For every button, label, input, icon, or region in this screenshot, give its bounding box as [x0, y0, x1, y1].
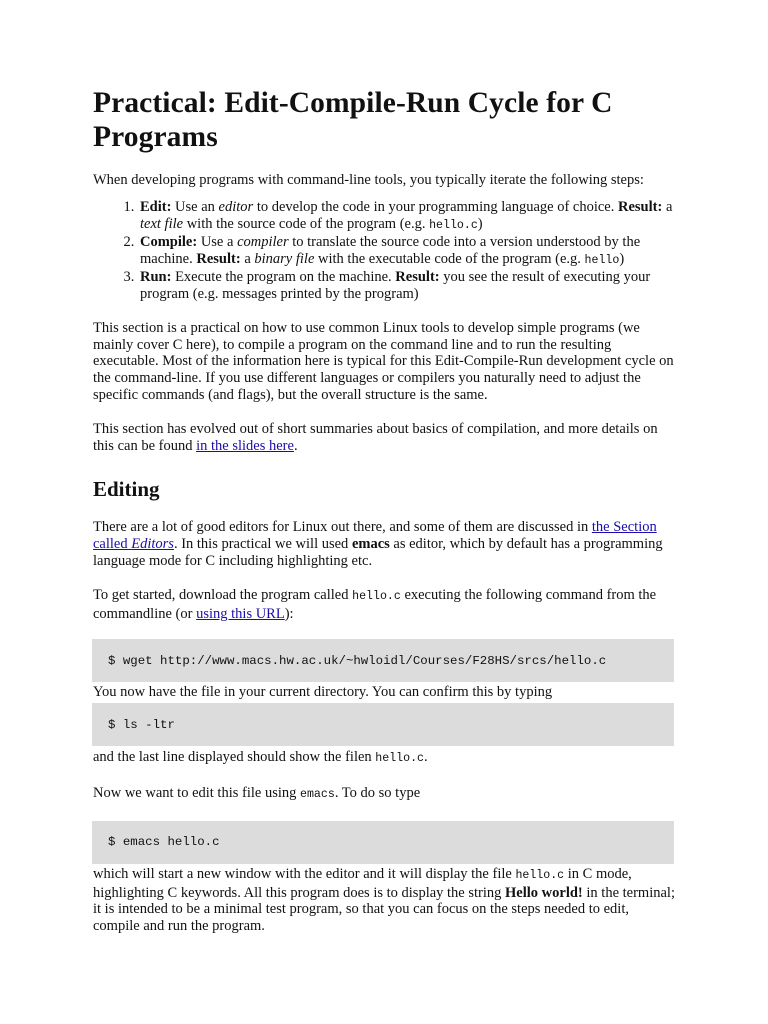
inline-code: hello.c — [352, 589, 401, 603]
slides-link[interactable]: in the slides here — [196, 437, 294, 454]
code-block-wget: $ wget http://www.macs.hw.ac.uk/~hwloidl/Courses/F28HS/srcs/hello.c — [92, 639, 674, 682]
inline-code: hello.c — [515, 868, 565, 882]
step-label: Run: — [140, 268, 172, 285]
list-item: 2. Compile: Use a compiler to translate the source code into a version understood by the machine. Result: a binary file with the executable code of the program (e.g. hello) — [138, 234, 676, 269]
page-title: Practical: Edit-Compile-Run Cycle for C Programs — [93, 87, 613, 153]
download-url-link[interactable]: using this URL — [196, 605, 285, 622]
body-paragraph: You now have the file in your current directory. You can confirm this by typing — [93, 684, 553, 701]
step-label: Edit: — [140, 198, 172, 215]
inline-code: hello.c — [375, 752, 424, 766]
body-paragraph: This section is a practical on how to use common Linux tools to develop simple programs (we mainly cover C here), to compile a program on the command line and to run the resulting executable. Most of the information here is typical for this Edit-Compile-Run development cycle on the command-line. If you use different languages or compilers you naturally need to adjust the specific commands (and flags), but the overall structure is the same. — [93, 319, 674, 403]
result-label: Result: — [395, 268, 440, 285]
body-paragraph: To get started, download the program called hello.c executing the following command from the commandline (or using this URL): — [93, 586, 657, 622]
section-heading-editing: Editing — [93, 477, 160, 502]
steps-list — [93, 199, 676, 303]
inline-code: hello.c — [429, 218, 478, 232]
list-item: 3. Run: Execute the program on the machine. Result: you see the result of executing your program (e.g. messages printed by the program) — [138, 269, 676, 303]
code-block-ls: $ ls -ltr — [92, 703, 674, 746]
code-block-emacs: $ emacs hello.c — [92, 821, 674, 864]
body-paragraph: There are a lot of good editors for Linux out there, and some of them are discussed in the Section called Editors. In this practical we will used emacs as editor, which by default has a programming language mode for C including highlighting etc. — [93, 519, 663, 569]
body-paragraph: and the last line displayed should show the filen hello.c. — [93, 749, 428, 766]
step-label: Compile: — [140, 233, 198, 250]
inline-code: hello — [584, 253, 620, 267]
body-paragraph: This section has evolved out of short summaries about basics of compilation, and more details on this can be found in the slides here. — [93, 420, 658, 454]
body-paragraph: which will start a new window with the editor and it will display the file hello.c in C mode, highlighting C keywords. All this program does is to display the string Hello world! in the terminal; it is intended to be a minimal test program, so that you can focus on the steps needed to edit, compile and run the program. — [93, 865, 675, 935]
intro-paragraph: When developing programs with command-line tools, you typically iterate the following steps: — [93, 172, 644, 188]
inline-code: emacs — [300, 787, 335, 801]
editors-section-link[interactable]: the Section called Editors — [93, 519, 657, 553]
result-label: Result: — [196, 250, 241, 267]
list-item: 1. Edit: Use an editor to develop the code in your programming language of choice. Result: a text file with the source code of the program (e.g. hello.c) — [138, 199, 676, 234]
result-label: Result: — [618, 198, 663, 215]
body-paragraph: Now we want to edit this file using emacs. To do so type — [93, 784, 421, 801]
